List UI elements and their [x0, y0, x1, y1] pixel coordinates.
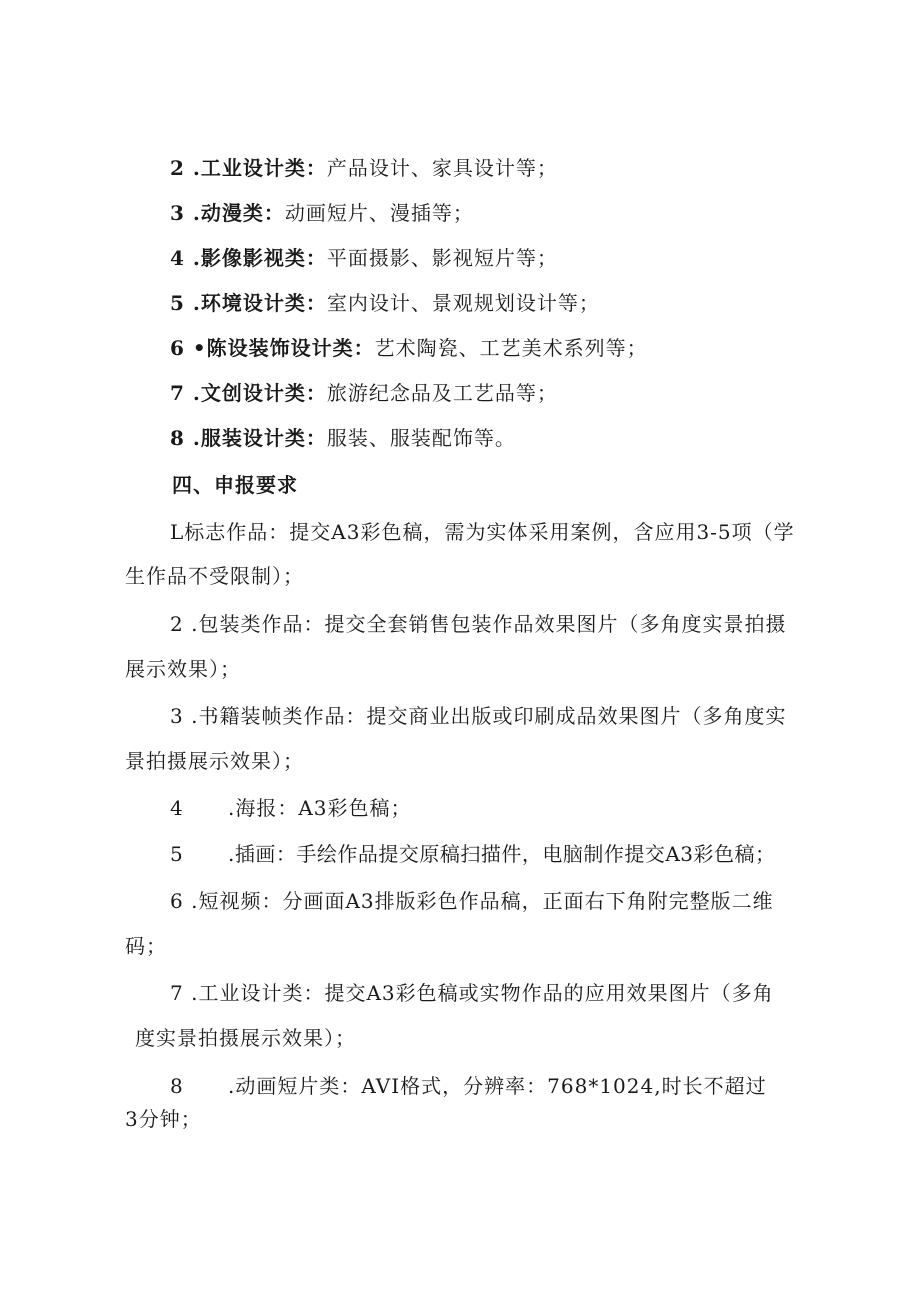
category-item	[170, 334, 648, 362]
category-separator: .	[184, 291, 201, 315]
category-number: 4	[170, 246, 185, 270]
category-separator: .	[184, 201, 201, 225]
requirement-line: 生作品不受限制）；	[125, 564, 304, 588]
category-desc: 旅游纪念品及工艺品等；	[326, 381, 558, 405]
category-item	[170, 424, 516, 452]
requirement-line: .海报：A3彩色稿；	[228, 796, 412, 820]
requirement-line: 展示效果）；	[125, 657, 241, 681]
category-name: 影像影视类：	[200, 246, 327, 270]
requirement-line: .插画：手绘作品提交原稿扫描件，电脑制作提交A3彩色稿；	[228, 842, 776, 866]
category-name: 文创设计类：	[200, 381, 327, 405]
requirement-line: 景拍摄展示效果）；	[125, 749, 304, 773]
category-separator: .	[184, 246, 201, 270]
requirement-line: .动画短片类：AVI格式，分辨率：768*1024,时长不超过	[228, 1074, 767, 1098]
requirement-line: 3分钟；	[125, 1107, 202, 1131]
requirement-line: 3 .书籍装帧类作品：提交商业出版或印刷成品效果图片（多角度实	[170, 704, 787, 728]
category-item	[170, 379, 558, 407]
category-number: 8	[170, 426, 185, 450]
requirement-line: 度实景拍摄展示效果）；	[135, 1026, 356, 1050]
requirement-line: L标志作品：提交A3彩色稿，需为实体采用案例，含应用3-5项（学	[170, 520, 795, 544]
category-separator: .	[184, 156, 201, 180]
category-desc: 服装、服装配饰等。	[326, 426, 516, 450]
category-separator: .	[184, 381, 201, 405]
requirement-line: 6 .短视频：分画面A3排版彩色作品稿，正面右下角附完整版二维	[170, 889, 774, 913]
requirement-line: 2 .包装类作品：提交全套销售包装作品效果图片（多角度实景拍摄	[170, 612, 787, 636]
category-separator: •	[184, 336, 207, 360]
category-name: 服装设计类：	[200, 426, 327, 450]
category-number: 2	[170, 156, 185, 180]
category-number: 5	[170, 291, 185, 315]
category-number: 6	[170, 336, 185, 360]
category-name: 陈设装饰设计类：	[206, 336, 375, 360]
category-desc: 室内设计、景观规划设计等；	[326, 291, 600, 315]
section-heading: 四、申报要求	[172, 473, 298, 497]
category-number: 3	[170, 201, 185, 225]
category-name: 工业设计类：	[200, 156, 327, 180]
requirement-line: 7 .工业设计类：提交A3彩色稿或实物作品的应用效果图片（多角	[170, 981, 774, 1005]
category-desc: 艺术陶瓷、工艺美术系列等；	[374, 336, 648, 360]
requirement-number: 8	[170, 1074, 184, 1098]
requirement-line: 码；	[125, 934, 167, 958]
category-item	[170, 289, 600, 317]
category-number: 7	[170, 381, 185, 405]
category-item	[170, 244, 558, 272]
category-desc: 动画短片、漫插等；	[284, 201, 474, 225]
category-desc: 平面摄影、影视短片等；	[326, 246, 558, 270]
category-desc: 产品设计、家具设计等；	[326, 156, 558, 180]
category-item	[170, 199, 474, 227]
category-name: 动漫类：	[200, 201, 285, 225]
category-item	[170, 154, 558, 182]
requirement-number: 4	[170, 796, 184, 820]
category-separator: .	[184, 426, 201, 450]
category-name: 环境设计类：	[200, 291, 327, 315]
requirement-number: 5	[170, 842, 184, 866]
